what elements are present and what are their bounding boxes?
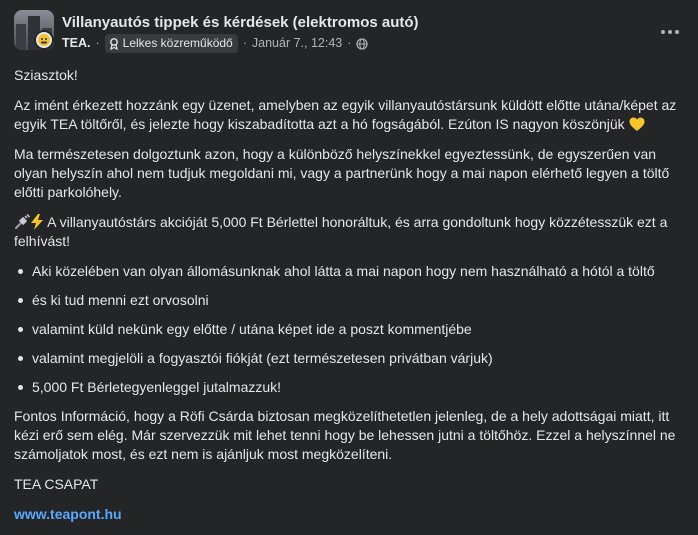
paragraph-4: Fontos Információ, hogy a Röfi Csárda biztosan megközelíthetetlen jelenleg, de a hely adottságai miatt, itt kézi erő sem elég. Már szervezzük mit lehet tenni hogy be lehessen jutni a töltőhöz. Ezzel a helyszínnel ne számoljatok most, és ezt nem is ajánljuk most megközelíteni. <box>14 408 676 462</box>
ribbon-icon <box>109 38 119 50</box>
plug-icon <box>14 214 30 230</box>
list-item-text: 5,000 Ft Bérletegyenleggel jutalmazzuk! <box>32 379 282 395</box>
paragraph-3-text: A villanyautóstárs akcióját 5,000 Ft Bérlettel honoráltuk, és arra gondoltunk hogy közzétesszük ezt a felhívást! <box>14 214 668 249</box>
user-avatar-badge[interactable] <box>34 30 54 50</box>
list-item-text: valamint megjelöli a fogyasztói fiókját (ezt természetesen privátban várjuk) <box>32 350 493 366</box>
more-options-icon <box>661 30 679 34</box>
globe-icon[interactable] <box>356 38 368 50</box>
greeting: Sziasztok! <box>14 67 78 83</box>
list-item-text: és ki tud menni ezt orvosolni <box>32 292 209 308</box>
signature: TEA CSAPAT <box>14 476 99 492</box>
separator-dot: · <box>242 36 247 50</box>
bullet-dot <box>18 327 23 332</box>
author-name[interactable]: TEA. <box>62 36 91 50</box>
bullet-dot <box>18 385 23 390</box>
post-meta <box>62 34 368 53</box>
paragraph-2: Ma természetesen dolgoztunk azon, hogy a különböző helyszínekkel egyeztessünk, de egyszerűen van olyan helyszín ahol nem tudjuk megoldani mi, vagy a partnerünk hogy a mai napon elérhető legyen a töltő előtti parkolóhely. <box>14 146 670 200</box>
paragraph-1 <box>14 96 684 134</box>
list-item <box>14 291 684 310</box>
post-body <box>14 66 684 535</box>
list-item <box>14 320 684 339</box>
post-header <box>0 0 698 60</box>
reward-conditions-list <box>14 262 684 397</box>
group-name[interactable]: Villanyautós tippek és kérdések (elektromos autó) <box>62 14 419 31</box>
contributor-badge[interactable] <box>105 34 238 53</box>
separator-dot: · <box>347 36 352 50</box>
bullet-dot <box>18 298 23 303</box>
paragraph-1-text: Az imént érkezett hozzánk egy üzenet, amelyben az egyik villanyautóstársunk küldött előtte utána/képet az egyik TEA töltőről, és jelezte hogy kiszabadította azt a hó fogságából. Ezúton IS nagyon köszönjük <box>14 97 677 132</box>
group-avatar[interactable] <box>14 10 54 50</box>
list-item-text: valamint küld nekünk egy előtte / utána képet ide a poszt kommentjébe <box>32 321 472 337</box>
website-link-row <box>14 505 684 524</box>
separator-dot: · <box>95 36 100 50</box>
paragraph-3 <box>14 213 684 251</box>
yellow-heart-icon <box>629 117 645 132</box>
contributor-badge-label: Lelkes közreműködő <box>122 36 233 50</box>
more-options-button[interactable] <box>660 22 680 42</box>
list-item <box>14 262 684 281</box>
website-link[interactable]: www.teapont.hu <box>14 506 122 522</box>
post-date[interactable]: Január 7., 12:43 <box>251 36 343 50</box>
lightning-icon <box>30 214 44 230</box>
bullet-dot <box>18 356 23 361</box>
list-item <box>14 378 684 397</box>
list-item-text: Aki közelében van olyan állomásunknak ahol látta a mai napon hogy nem használható a hótól a töltő <box>32 263 655 279</box>
list-item <box>14 349 684 368</box>
bullet-dot <box>18 269 23 274</box>
